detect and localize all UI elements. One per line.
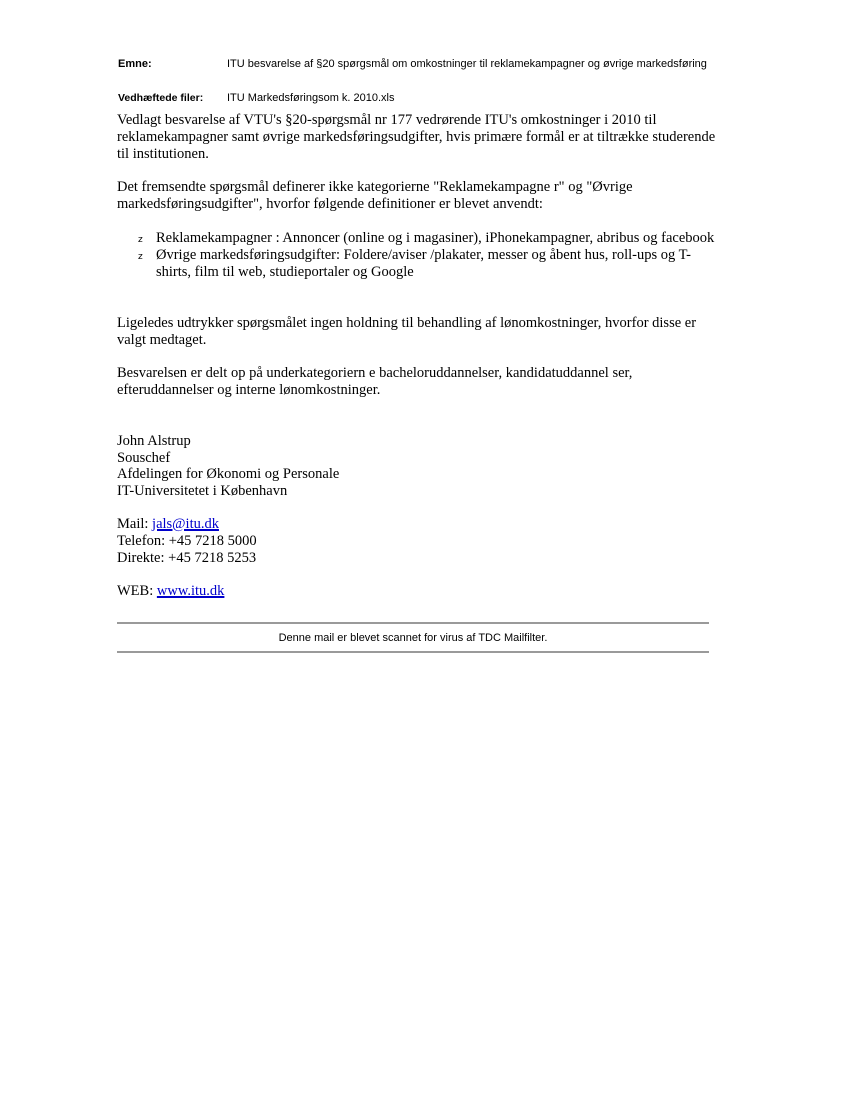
subject-label: Emne: — [118, 58, 152, 70]
direct-line — [117, 550, 257, 567]
mail-label: Mail: — [117, 516, 153, 532]
list-item-text: Øvrige markedsføringsudgifter: Foldere/aviser /plakater, messer og åbent hus, roll-ups og T-shirts, film til web, studieportaler og Google — [156, 247, 691, 280]
body-paragraph-intro: Vedlagt besvarelse af VTU's §20-spørgsmål nr 177 vedrørende ITU's omkostninger i 2010 til reklamekampagner samt øvrige markedsføringsudgifter, hvis primære formål er at tiltrække studerende til institutionen. — [117, 112, 716, 162]
footer-divider-bottom — [117, 651, 709, 653]
list-item-text: Reklamekampagner : Annoncer (online og i magasiner), iPhonekampagner, abribus og facebook — [156, 230, 715, 246]
signature-block — [117, 433, 339, 499]
direct-value: +45 7218 5253 — [168, 550, 257, 566]
phone-line — [117, 533, 257, 550]
definition-list — [138, 230, 718, 281]
subject-value: ITU besvarelse af §20 spørgsmål om omkostninger til reklamekampagner og øvrige markedsføring — [227, 58, 707, 70]
signature-title: Souschef — [117, 449, 171, 466]
bullet-marker: z — [138, 252, 143, 262]
website-link[interactable]: www.itu.dk — [156, 583, 225, 599]
body-paragraph-salary: Ligeledes udtrykker spørgsmålet ingen holdning til behandling af lønomkostninger, hvorfor disse er valgt medtaget. — [117, 315, 697, 348]
body-paragraph-definitions: Det fremsendte spørgsmål definerer ikke kategorierne "Reklamekampagne r" og "Øvrige markedsføringsudgifter", hvorfor følgende definitioner er blevet anvendt: — [117, 179, 633, 212]
attachments-label: Vedhæftede filer: — [118, 92, 204, 104]
list-item — [138, 247, 718, 281]
bullet-marker: z — [138, 235, 143, 245]
mail-line — [117, 516, 257, 533]
signature-department: Afdelingen for Økonomi og Personale — [117, 466, 340, 482]
web-label: WEB: — [117, 583, 157, 599]
web-line — [117, 583, 224, 600]
signature-organization: IT-Universitetet i København — [117, 482, 288, 499]
phone-label: Telefon: — [117, 533, 169, 549]
contact-block — [117, 516, 257, 567]
virus-scan-notice: Denne mail er blevet scannet for virus af TDC Mailfilter. — [278, 632, 548, 644]
list-item — [138, 230, 718, 247]
direct-label: Direkte: — [117, 550, 169, 566]
signature-name: John Alstrup — [117, 433, 191, 449]
body-paragraph-categories: Besvarelsen er delt op på underkategoriern e bacheloruddannelser, kandidatuddannel ser, efteruddannelser og interne lønomkostninger. — [117, 365, 633, 398]
attachment-file-link[interactable]: ITU Markedsføringsom k. 2010.xls — [227, 92, 395, 104]
footer-divider-top — [117, 622, 709, 624]
email-link[interactable]: jals@itu.dk — [152, 516, 219, 532]
phone-value: +45 7218 5000 — [168, 533, 257, 549]
